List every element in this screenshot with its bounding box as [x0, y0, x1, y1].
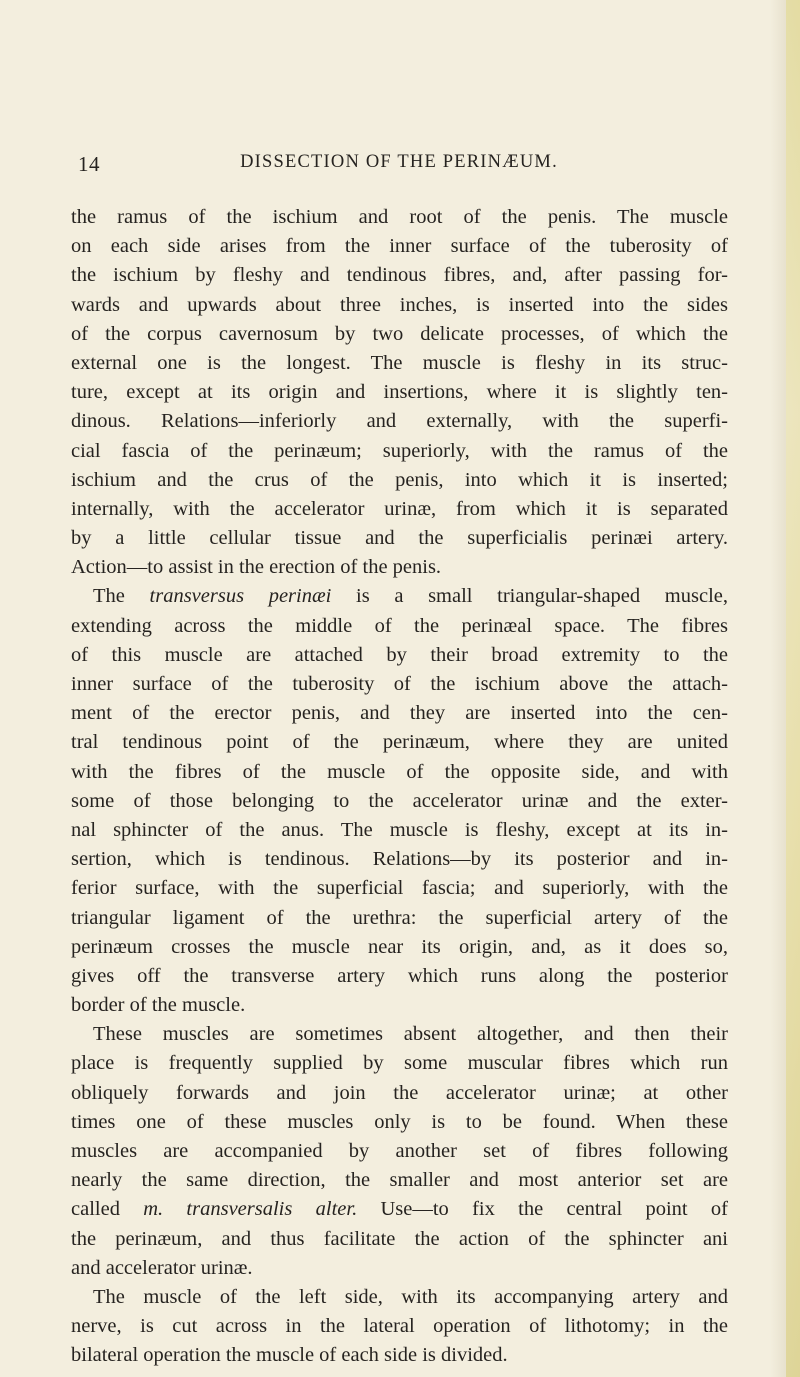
text-line [71, 582, 728, 611]
text-line [71, 1195, 728, 1224]
text-segment: Action—to assist in the erection of the penis. [71, 556, 442, 579]
text-segment: sertion, which is tendinous. Relations—by its posterior and in- [71, 848, 728, 871]
page-number: 14 [78, 152, 100, 176]
text-segment: with the fibres of the muscle of the opposite side, and with [71, 760, 728, 783]
text-line [71, 874, 728, 903]
text-line [71, 1283, 728, 1312]
text-line [71, 962, 728, 991]
text-line [71, 1225, 728, 1254]
text-segment: extending across the middle of the perinæal space. The fibres [71, 614, 728, 637]
text-line [71, 816, 728, 845]
text-line [71, 1049, 728, 1078]
body-text [71, 203, 728, 1371]
text-segment: internally, with the accelerator urinæ, from which it is separated [71, 497, 728, 520]
text-segment: on each side arises from the inner surface of the tuberosity of [71, 235, 728, 258]
text-segment: is a small triangular-shaped muscle, [331, 585, 728, 608]
text-line [71, 407, 728, 436]
text-line [71, 933, 728, 962]
text-line [71, 495, 728, 524]
text-line [71, 1137, 728, 1166]
text-segment: The muscle of the left side, with its accompanying artery and [93, 1285, 728, 1308]
text-line [71, 1108, 728, 1137]
italic-term: transversus perinæi [149, 585, 332, 608]
text-line [71, 787, 728, 816]
text-segment: Use—to fix the central point of [357, 1198, 728, 1221]
running-head [78, 152, 720, 182]
text-segment: ment of the erector penis, and they are inserted into the cen- [71, 702, 728, 725]
page-edge-stain [786, 0, 800, 1377]
text-line [71, 845, 728, 874]
text-segment: external one is the longest. The muscle is fleshy in its struc- [71, 351, 728, 374]
text-segment: inner surface of the tuberosity of the ischium above the attach- [71, 673, 728, 695]
text-segment: border of the muscle. [71, 994, 246, 1017]
text-segment: and accelerator urinæ. [71, 1256, 253, 1279]
text-segment: dinous. Relations—inferiorly and externally, with the superfi- [71, 410, 728, 433]
text-line [71, 203, 728, 232]
text-segment: perinæum crosses the muscle near its origin, and, as it does so, [71, 935, 728, 958]
text-segment: some of those belonging to the accelerator urinæ and the exter- [71, 789, 728, 812]
text-segment: the perinæum, and thus facilitate the action of the sphincter ani [71, 1227, 728, 1250]
text-line [71, 728, 728, 757]
text-line [71, 699, 728, 728]
text-segment: obliquely forwards and join the accelerator urinæ; at other [71, 1081, 728, 1104]
text-segment: ture, except at its origin and insertions, where it is slightly ten- [71, 381, 728, 404]
text-line [71, 437, 728, 466]
text-segment: ischium and the crus of the penis, into which it is inserted; [71, 468, 728, 491]
text-segment: muscles are accompanied by another set of fibres following [71, 1140, 728, 1162]
text-line [71, 378, 728, 407]
text-segment: tral tendinous point of the perinæum, where they are united [71, 731, 728, 754]
text-segment: cial fascia of the perinæum; superiorly, with the ramus of the [71, 439, 728, 462]
text-segment: times one of these muscles only is to be found. When these [71, 1110, 728, 1133]
text-segment: bilateral operation the muscle of each side is divided. [71, 1344, 508, 1367]
text-line [71, 991, 728, 1020]
text-line [71, 232, 728, 261]
text-segment: the ramus of the ischium and root of the penis. The muscle [71, 206, 728, 228]
text-line [71, 1079, 728, 1108]
text-segment: These muscles are sometimes absent altogether, and then their [93, 1023, 728, 1046]
italic-term: m. transversalis alter. [143, 1198, 358, 1221]
text-segment: triangular ligament of the urethra: the superficial artery of the [71, 906, 728, 929]
text-segment: of the corpus cavernosum by two delicate processes, of which the [71, 322, 728, 345]
text-segment: nal sphincter of the anus. The muscle is fleshy, except at its in- [71, 818, 728, 841]
text-line [71, 320, 728, 349]
text-line [71, 1020, 728, 1049]
text-segment: the ischium by fleshy and tendinous fibres, and, after passing for- [71, 264, 728, 287]
text-segment: The [93, 585, 150, 608]
text-segment: gives off the transverse artery which runs along the posterior [71, 964, 728, 987]
text-segment: place is frequently supplied by some muscular fibres which run [71, 1052, 728, 1075]
text-line [71, 1341, 728, 1370]
text-line [71, 349, 728, 378]
text-segment: wards and upwards about three inches, is inserted into the sides [71, 293, 728, 316]
text-line [71, 261, 728, 290]
text-line [71, 1254, 728, 1283]
text-segment: by a little cellular tissue and the superficialis perinæi artery. [71, 527, 728, 550]
text-line [71, 1166, 728, 1195]
running-title: DISSECTION OF THE PERINÆUM. [240, 152, 558, 172]
text-line [71, 670, 728, 699]
text-line [71, 553, 728, 582]
text-line [71, 291, 728, 320]
text-line [71, 466, 728, 495]
text-line [71, 641, 728, 670]
text-segment: of this muscle are attached by their broad extremity to the [71, 643, 728, 666]
text-line [71, 1312, 728, 1341]
text-line [71, 904, 728, 933]
text-line [71, 758, 728, 787]
text-segment: ferior surface, with the superficial fascia; and superiorly, with the [71, 877, 728, 900]
text-line [71, 524, 728, 553]
text-line [71, 612, 728, 641]
text-segment: nearly the same direction, the smaller and most anterior set are [71, 1169, 728, 1192]
text-segment: nerve, is cut across in the lateral operation of lithotomy; in the [71, 1315, 728, 1338]
text-segment: called [71, 1198, 144, 1221]
